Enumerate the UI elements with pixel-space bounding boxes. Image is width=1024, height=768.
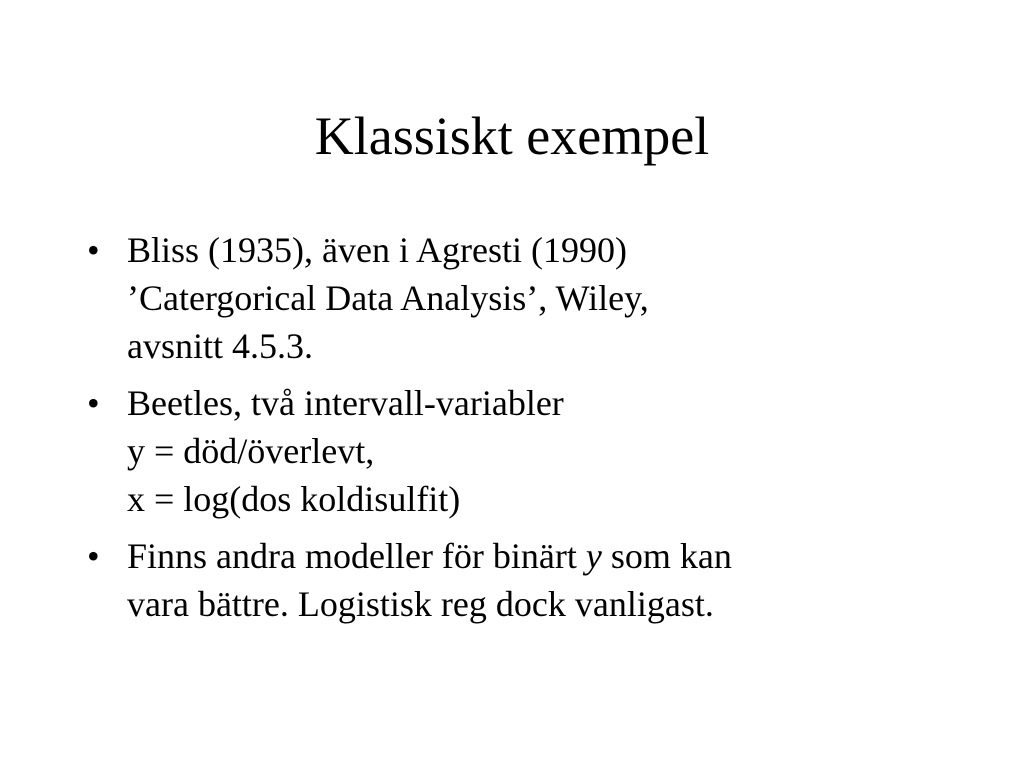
bullet-list [87,226,967,637]
bullet-item-3 [87,532,967,628]
bullet-3-text-pre: Finns andra modeller för binärt [127,536,586,576]
bullet-3-line-1 [127,532,967,580]
bullet-2-line-1: Beetles, två intervall-variabler [127,383,564,423]
bullet-2-line-2: y = död/överlevt, [127,431,375,471]
bullet-item-1 [87,226,967,370]
bullet-3-line-2: vara bättre. Logistisk reg dock vanligast. [127,584,714,624]
bullet-dot-icon: • [87,536,100,576]
bullet-1-line-2: ’Catergorical Data Analysis’, Wiley, [127,278,649,318]
bullet-1-line-3: avsnitt 4.5.3. [127,326,313,366]
bullet-item-2 [87,379,967,523]
bullet-dot-icon: • [87,230,100,270]
bullet-1-line-1: Bliss (1935), även i Agresti (1990) [127,230,627,270]
bullet-3-variable-y: y [585,536,602,576]
slide-title: Klassiskt exempel [314,106,710,166]
bullet-dot-icon: • [87,383,100,423]
bullet-3-text-post: som kan [601,536,732,576]
bullet-2-line-3: x = log(dos koldisulfit) [127,479,461,519]
